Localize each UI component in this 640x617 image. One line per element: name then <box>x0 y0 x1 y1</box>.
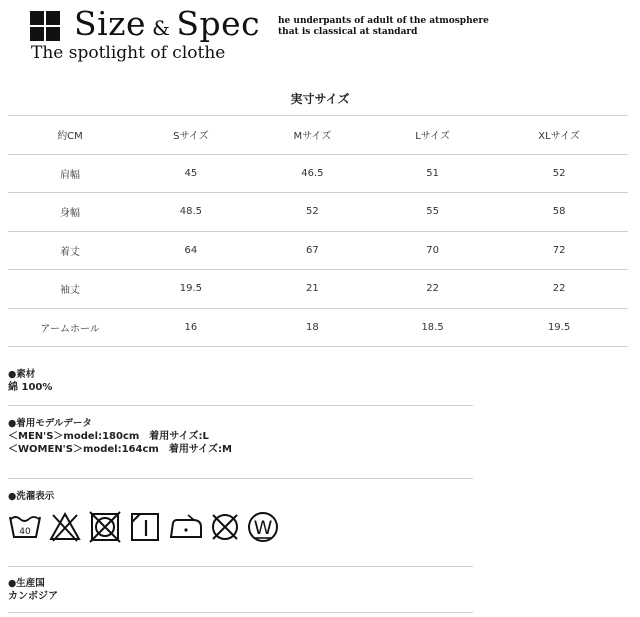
table-cell: 身幅 <box>8 193 132 232</box>
no-tumble-dry-icon <box>88 510 122 544</box>
origin-label: ●生産国 <box>8 578 45 589</box>
table-cell: 45 <box>132 154 250 193</box>
table-cell: 64 <box>132 231 250 270</box>
table-cell: 51 <box>375 154 490 193</box>
tagline-line-2: that is classical at standard <box>278 27 418 37</box>
model-mens: ＜MEN'S＞model:180cm 着用サイズ:L <box>8 431 209 442</box>
material-value: 綿 100% <box>8 382 53 393</box>
table-cell: 着丈 <box>8 231 132 270</box>
table-row <box>8 154 628 193</box>
table-cell: 72 <box>490 231 628 270</box>
column-header: Mサイズ <box>250 116 375 155</box>
origin-section <box>8 577 473 603</box>
wet-clean-icon <box>246 510 280 544</box>
column-header: XLサイズ <box>490 116 628 155</box>
table-cell: 21 <box>250 270 375 309</box>
iron-low-icon <box>168 510 204 544</box>
table-cell: 55 <box>375 193 490 232</box>
origin-value: カンボジア <box>8 591 58 602</box>
line-dry-shade-icon <box>128 510 162 544</box>
title-spec: Spec <box>176 4 261 43</box>
material-label: ●素材 <box>8 369 36 380</box>
page-subtitle: The spotlight of clothe <box>31 43 226 63</box>
table-header-row <box>8 116 628 155</box>
no-bleach-icon <box>48 510 82 544</box>
care-label: ●洗濯表示 <box>8 491 55 502</box>
divider <box>8 478 473 479</box>
divider <box>8 612 473 613</box>
tagline-line-1: he underpants of adult of the atmosphere <box>278 16 489 26</box>
table-cell: 48.5 <box>132 193 250 232</box>
wash-temp: 40 <box>19 527 31 537</box>
no-dry-clean-icon <box>208 510 242 544</box>
page-title <box>74 4 260 43</box>
table-cell: アームホール <box>8 308 132 347</box>
wet-letter: W <box>253 517 273 539</box>
table-cell: 67 <box>250 231 375 270</box>
table-cell: 19.5 <box>132 270 250 309</box>
tagline <box>278 16 489 38</box>
size-table-title: 実寸サイズ <box>290 92 350 106</box>
care-section <box>8 490 473 503</box>
table-cell: 22 <box>490 270 628 309</box>
table-cell: 58 <box>490 193 628 232</box>
table-cell: 19.5 <box>490 308 628 347</box>
size-table <box>8 115 628 347</box>
title-size: Size <box>74 4 147 43</box>
table-cell: 70 <box>375 231 490 270</box>
model-womens: ＜WOMEN'S＞model:164cm 着用サイズ:M <box>8 444 232 455</box>
header <box>0 0 640 80</box>
divider <box>8 566 473 567</box>
divider <box>8 405 473 406</box>
material-section <box>8 368 473 394</box>
table-row <box>8 270 628 309</box>
table-cell: 18.5 <box>375 308 490 347</box>
table-cell: 16 <box>132 308 250 347</box>
title-amp: & <box>152 16 171 40</box>
column-header: 約CM <box>8 116 132 155</box>
table-row <box>8 308 628 347</box>
table-cell: 袖丈 <box>8 270 132 309</box>
model-label: ●着用モデルデータ <box>8 418 92 429</box>
table-row <box>8 231 628 270</box>
column-header: Lサイズ <box>375 116 490 155</box>
table-cell: 52 <box>250 193 375 232</box>
model-section <box>8 417 473 456</box>
table-row <box>8 193 628 232</box>
table-cell: 22 <box>375 270 490 309</box>
table-cell: 肩幅 <box>8 154 132 193</box>
table-cell: 52 <box>490 154 628 193</box>
wash-40-icon <box>8 510 42 544</box>
table-cell: 46.5 <box>250 154 375 193</box>
logo-squares-icon <box>30 11 60 41</box>
column-header: Sサイズ <box>132 116 250 155</box>
table-cell: 18 <box>250 308 375 347</box>
